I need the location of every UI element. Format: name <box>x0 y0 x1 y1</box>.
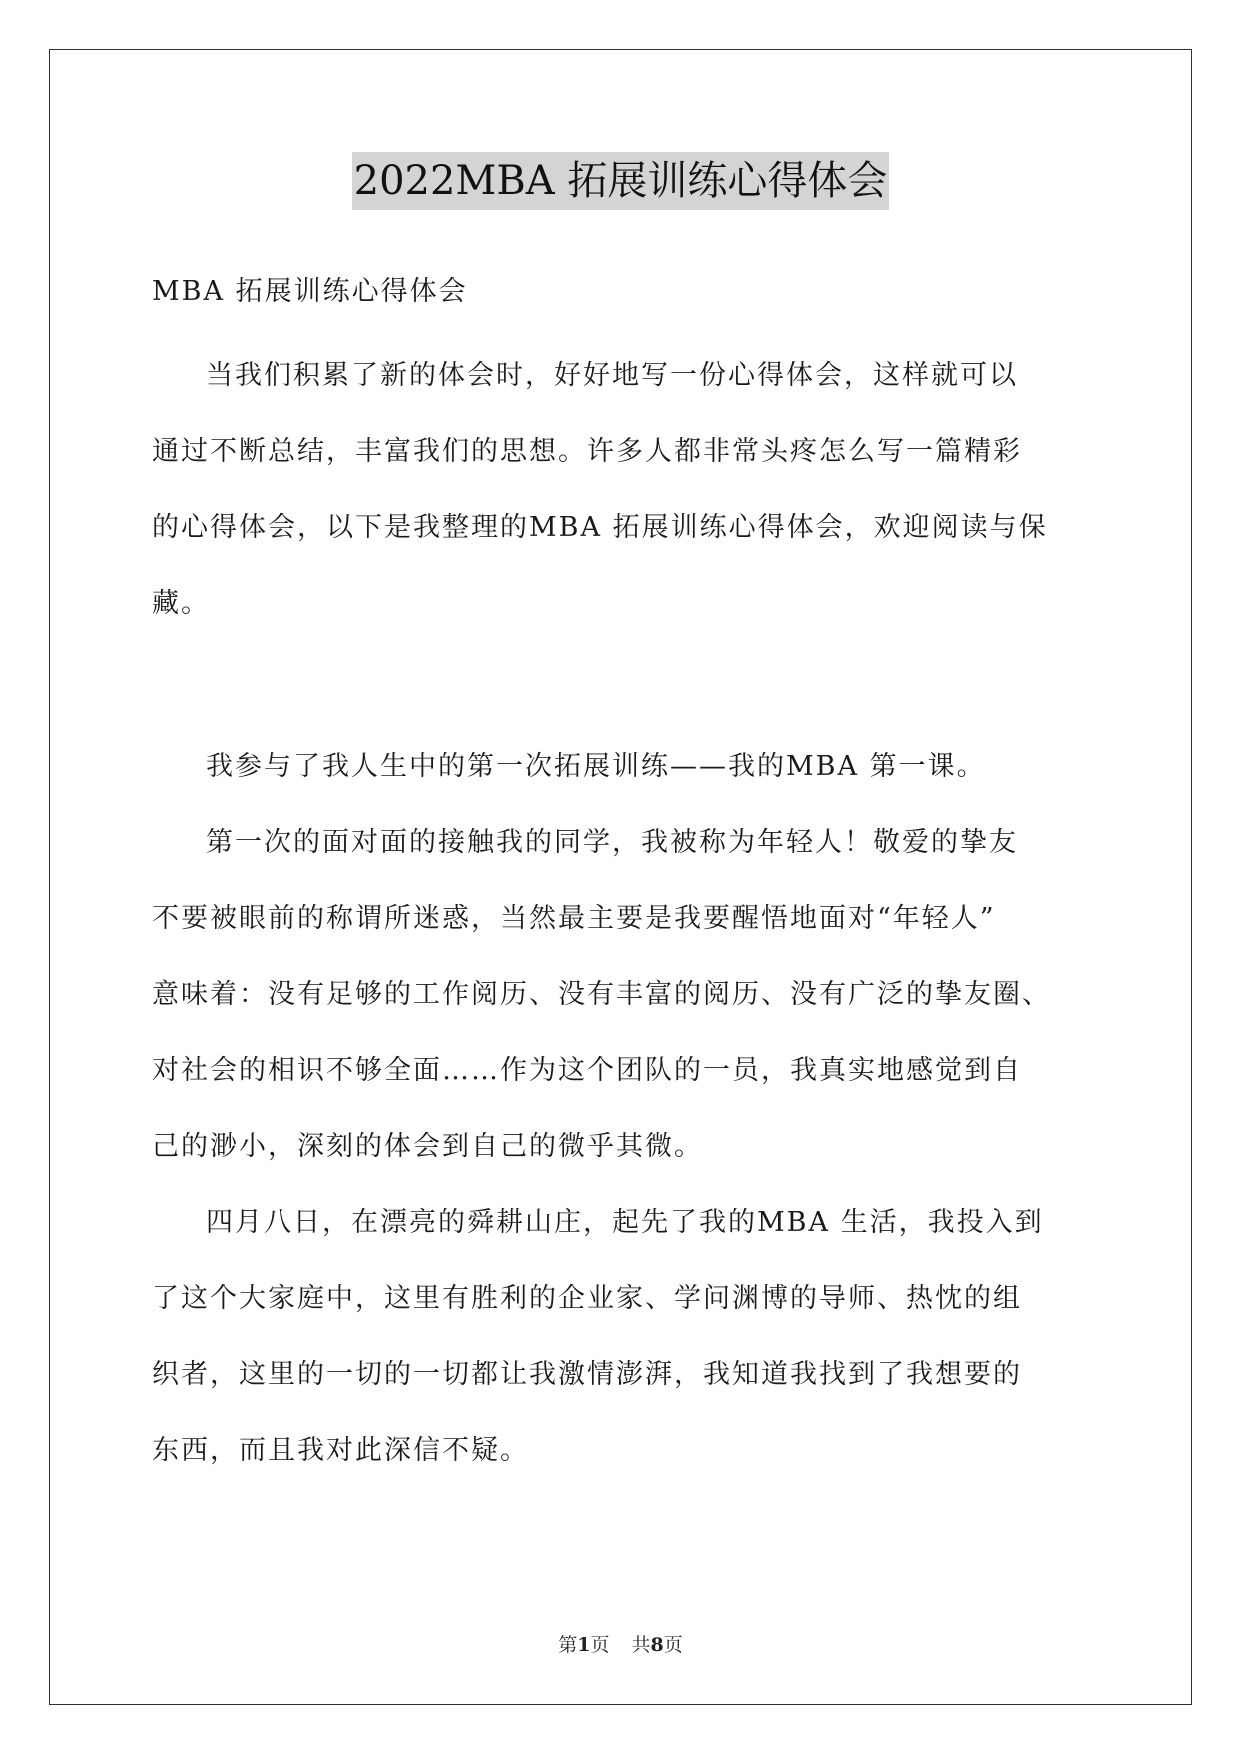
footer-prefix: 第 <box>558 1634 578 1656</box>
total-page-count: 8 <box>650 1634 664 1656</box>
paragraph-intro <box>152 338 1112 642</box>
document-title-container <box>0 152 1241 210</box>
footer-total-suffix: 页 <box>663 1634 683 1656</box>
paragraph-line: 东西，而且我对此深信不疑。 <box>152 1435 529 1466</box>
paragraph-line: 对社会的相识不够全面……作为这个团队的一员，我真实地感觉到自 <box>152 1055 1022 1086</box>
document-subtitle: MBA 拓展训练心得体会 <box>152 276 468 307</box>
page-footer <box>0 1630 1241 1657</box>
document-body <box>152 262 1112 1489</box>
footer-total-prefix: 共 <box>631 1634 651 1656</box>
paragraph-line: 己的渺小，深刻的体会到自己的微乎其微。 <box>152 1131 703 1162</box>
current-page-number: 1 <box>577 1634 591 1656</box>
paragraph-line: 通过不断总结，丰富我们的思想。许多人都非常头疼怎么写一篇精彩 <box>152 436 1022 467</box>
paragraph-first-course <box>152 729 1112 805</box>
paragraph-gap <box>152 642 1112 729</box>
paragraph-line: 藏。 <box>152 588 210 619</box>
paragraph-line: 的心得体会，以下是我整理的MBA 拓展训练心得体会，欢迎阅读与保 <box>152 512 1048 543</box>
paragraph-line: 了这个大家庭中，这里有胜利的企业家、学问渊博的导师、热忱的组 <box>152 1283 1022 1314</box>
paragraph-line: 第一次的面对面的接触我的同学，我被称为年轻人！敬爱的挚友 <box>206 827 1018 858</box>
paragraph-line: 四月八日，在漂亮的舜耕山庄，起先了我的MBA 生活，我投入到 <box>206 1207 1044 1238</box>
footer-page-suffix: 页 <box>590 1634 610 1656</box>
paragraph-young-person <box>152 805 1112 1185</box>
paragraph-line: 当我们积累了新的体会时，好好地写一份心得体会，这样就可以 <box>206 360 1018 391</box>
paragraph-line: 意味着：没有足够的工作阅历、没有丰富的阅历、没有广泛的挚友圈、 <box>152 979 1051 1010</box>
paragraph-april-eighth <box>152 1185 1112 1489</box>
paragraph-line: 不要被眼前的称谓所迷惑，当然最主要是我要醒悟地面对“年轻人” <box>152 903 996 934</box>
paragraph-line: 我参与了我人生中的第一次拓展训练——我的MBA 第一课。 <box>206 751 986 782</box>
document-title: 2022MBA 拓展训练心得体会 <box>352 152 890 210</box>
paragraph-line: 织者，这里的一切的一切都让我激情澎湃，我知道我找到了我想要的 <box>152 1359 1022 1390</box>
